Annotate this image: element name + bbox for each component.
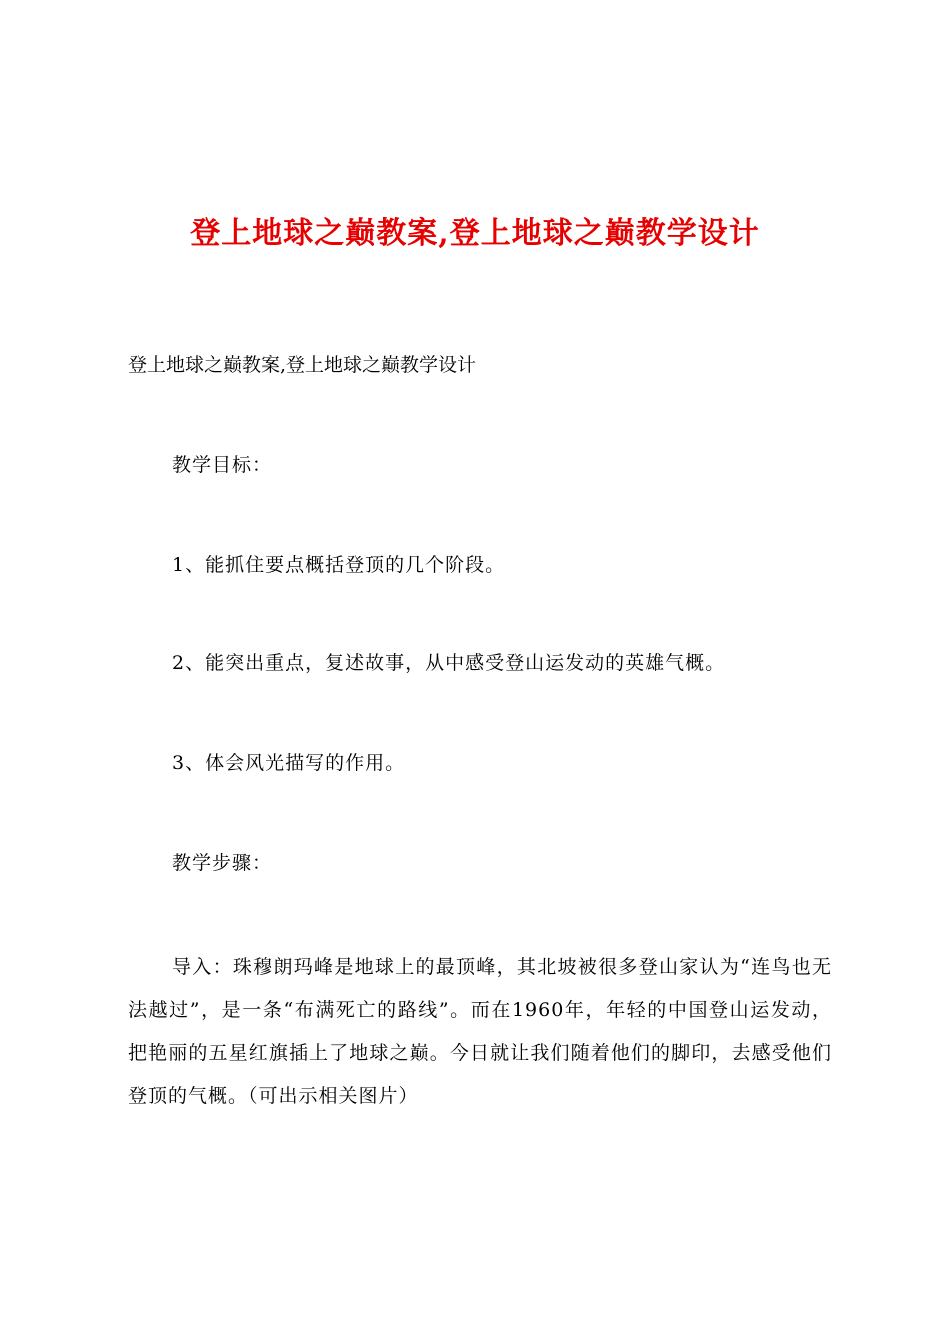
objective-item-1: 1、能抓住要点概括登顶的几个阶段。 [172,554,506,576]
objective-item-3: 3、体会风光描写的作用。 [172,752,406,774]
objective-item-2: 2、能突出重点，复述故事，从中感受登山运发动的英雄气概。 [172,652,726,674]
steps-heading: 教学步骤： [172,852,273,874]
document-title: 登上地球之巅教案,登上地球之巅教学设计 [190,216,760,251]
document-subtitle: 登上地球之巅教案,登上地球之巅教学设计 [128,354,477,376]
objectives-heading: 教学目标： [172,454,273,476]
intro-paragraph: 导入：珠穆朗玛峰是地球上的最顶峰，其北坡被很多登山家认为“连鸟也无法越过”，是一条“布满死亡的路线”。而在1960年，年轻的中国登山运发动，把艳丽的五星红旗插上了地球之巅。今日就让我们随着他们的脚印，去感受他们登顶的气概。（可出示相关图片） [128,956,832,1107]
